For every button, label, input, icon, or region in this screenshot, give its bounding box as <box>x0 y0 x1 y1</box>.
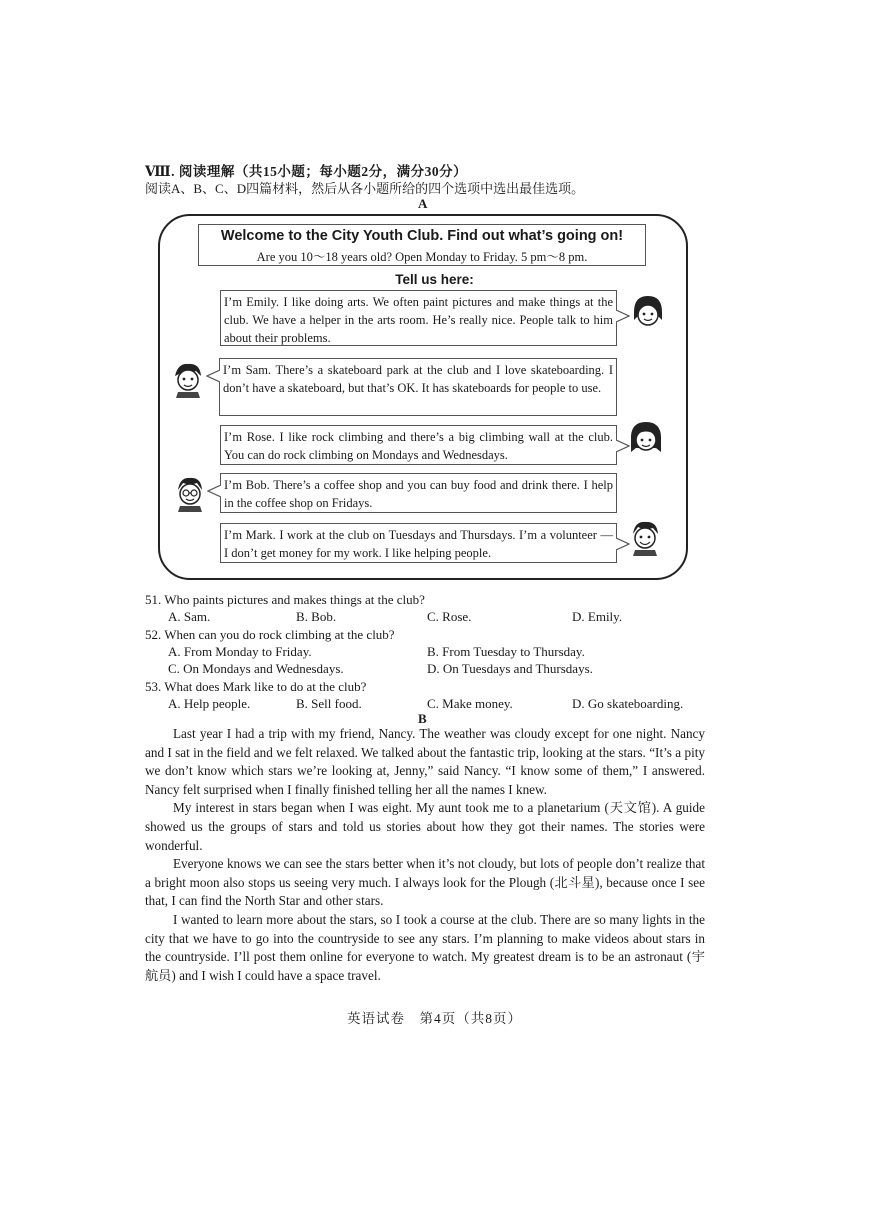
tell-us-heading: Tell us here: <box>395 272 474 287</box>
girl-avatar-icon <box>626 418 666 460</box>
bubble-emily <box>220 290 617 346</box>
club-subheading: Are you 10～18 years old? Open Monday to Friday. 5 pm～8 pm. <box>256 250 588 264</box>
girl-avatar-icon <box>628 292 668 332</box>
bubble-bob <box>220 473 617 513</box>
option-51-d: D. Emily. <box>572 609 623 624</box>
passage-paragraph: I wanted to learn more about the stars, so I took a course at the club. There are so many lights in the city that we have to go into the countryside to see any stars. I’m planning to make videos about stars in the countryside. I’ll post them online for everyone to watch. My greatest dream is to be an astronaut (宇航员) and I wish I could have a space travel. <box>145 911 705 983</box>
bubble-tail-icon <box>207 485 221 501</box>
passage-paragraph: My interest in stars began when I was eight. My aunt took me to a planetarium (天文馆). A guide showed us the groups of stars and told us stories about how they got their names. The stories were wonderful. <box>145 800 705 853</box>
option-53-b: B. Sell food. <box>296 696 362 711</box>
option-52-b: B. From Tuesday to Thursday. <box>427 644 585 659</box>
part-a-label: A <box>418 196 428 211</box>
passage-b <box>145 725 705 985</box>
option-52-a: A. From Monday to Friday. <box>168 644 312 659</box>
page-footer: 英语试卷 第4页（共8页） <box>347 1011 522 1026</box>
option-53-d: D. Go skateboarding. <box>572 696 684 711</box>
option-51-c: C. Rose. <box>427 609 472 624</box>
club-header <box>198 224 646 266</box>
boy-avatar-icon <box>170 360 206 400</box>
boy-glasses-avatar-icon <box>172 474 208 514</box>
section-title: Ⅷ. 阅读理解（共15小题；每小题2分，满分30分） <box>145 164 468 179</box>
bubble-mark <box>220 523 617 563</box>
part-b-label: B <box>418 711 427 726</box>
question-53: 53. What does Mark like to do at the club? <box>145 679 367 694</box>
option-52-d: D. On Tuesdays and Thursdays. <box>427 661 593 676</box>
bubble-rose <box>220 425 617 465</box>
bubble-sam <box>219 358 617 416</box>
question-52: 52. When can you do rock climbing at the club? <box>145 627 395 642</box>
boy-avatar-icon <box>626 518 664 558</box>
passage-paragraph: Everyone knows we can see the stars better when it’s not cloudy, but lots of people don’t realize that a bright moon also stops us seeing very much. I always look for the Plough (北斗星), because once I see that, I can find the North Star and other stars. <box>145 856 705 909</box>
bubble-mark-text: I’m Mark. I work at the club on Tuesdays and Thursdays. I’m a volunteer — I don’t get money for my work. I like helping people. <box>224 528 613 560</box>
option-51-a: A. Sam. <box>168 609 211 624</box>
option-51-b: B. Bob. <box>296 609 337 624</box>
bubble-sam-text: I’m Sam. There’s a skateboard park at the club and I love skateboarding. I don’t have a skateboard, but that’s OK. It has skateboards for people to use. <box>223 363 613 395</box>
club-heading: Welcome to the City Youth Club. Find out what’s going on! <box>220 228 624 244</box>
option-52-c: C. On Mondays and Wednesdays. <box>168 661 344 676</box>
bubble-tail-icon <box>206 370 220 386</box>
bubble-bob-text: I’m Bob. There’s a coffee shop and you can buy food and drink there. I help in the coffee shop on Fridays. <box>224 478 613 510</box>
question-51: 51. Who paints pictures and makes things at the club? <box>145 592 425 607</box>
passage-paragraph: Last year I had a trip with my friend, Nancy. The weather was cloudy except for one night. Nancy and I sat in the field and we felt relaxed. We talked about the fantastic trip, looking at the stars. “It’s a pity we don’t know which stars we’re looking at, Jenny,” said Nancy. “I know some of them,” I answered. Nancy felt surprised when I finally finished telling her all the names I knew. <box>145 726 705 797</box>
bubble-rose-text: I’m Rose. I like rock climbing and there’s a big climbing wall at the club. You can do rock climbing on Mondays and Wednesdays. <box>224 430 613 462</box>
option-53-a: A. Help people. <box>168 696 251 711</box>
bubble-emily-text: I’m Emily. I like doing arts. We often paint pictures and make things at the club. We have a helper in the arts room. He’s really nice. People talk to him about their problems. <box>224 295 613 345</box>
section-instruction: 阅读A、B、C、D四篇材料，然后从各小题所给的四个选项中选出最佳选项。 <box>145 181 585 196</box>
option-53-c: C. Make money. <box>427 696 513 711</box>
